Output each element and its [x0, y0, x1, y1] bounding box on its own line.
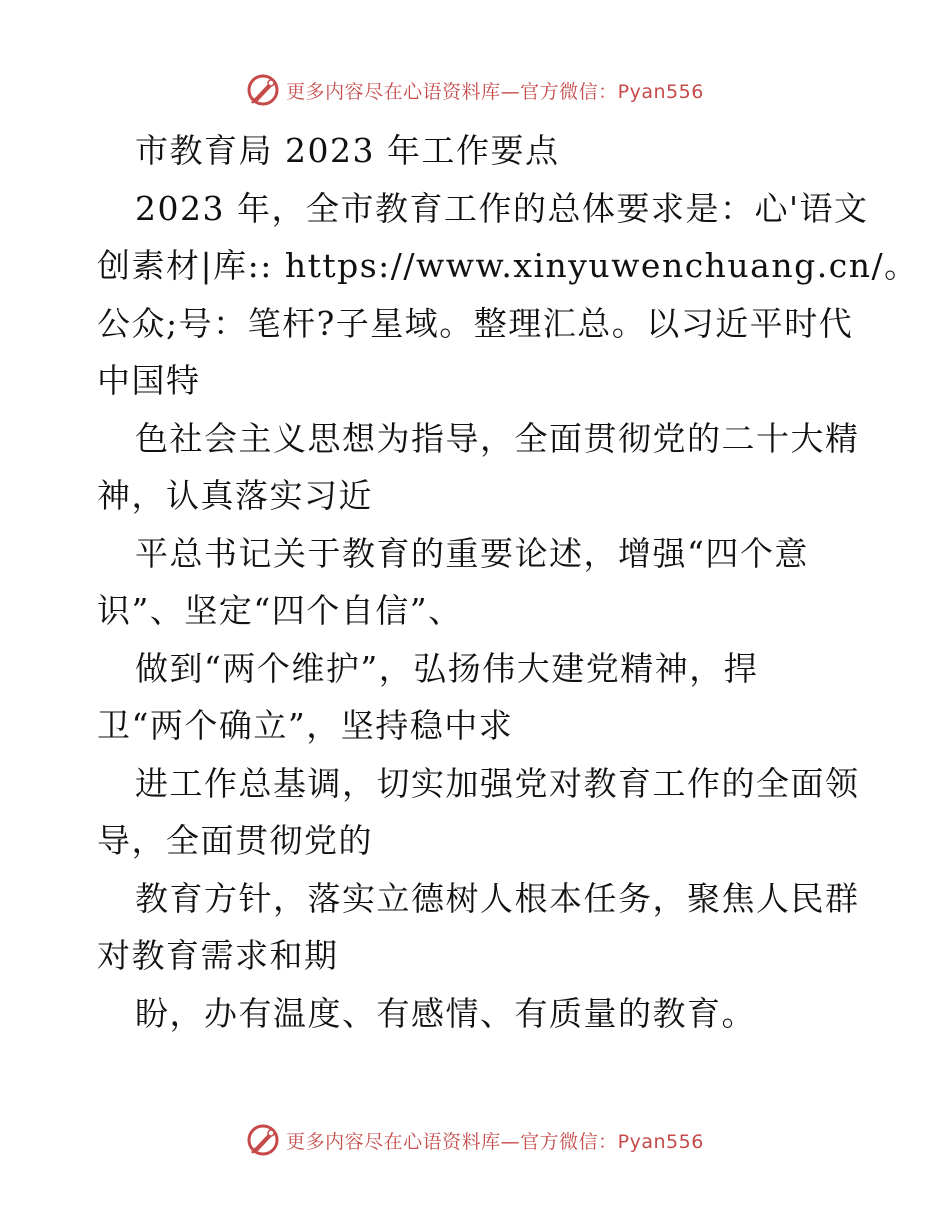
quill-pen-logo-icon	[246, 73, 280, 107]
paragraph-line: 导，全面贯彻党的	[97, 821, 373, 860]
paragraph-line: 神，认真落实习近	[97, 476, 373, 515]
paragraph-line: 对教育需求和期	[97, 936, 339, 975]
paragraph-line: 2023 年，全市教育工作的总体要求是：心'语文	[135, 188, 869, 228]
header-watermark	[0, 70, 950, 110]
watermark-text: 更多内容尽在心语资料库—官方微信：Pyan556	[286, 1130, 704, 1153]
paragraph-line: 平总书记关于教育的重要论述，增强“四个意	[135, 533, 809, 573]
document-body	[97, 122, 919, 1042]
quill-pen-logo-icon	[246, 1123, 280, 1157]
paragraph-line: 卫“两个确立”，坚持稳中求	[97, 706, 514, 745]
paragraph-line: 教育方针，落实立德树人根本任务，聚焦人民群	[135, 878, 860, 918]
document-title: 市教育局 2023 年工作要点	[135, 131, 560, 170]
paragraph-line: 识”、坚定“四个自信”、	[97, 591, 463, 630]
paragraph-line: 盼，办有温度、有感情、有质量的教育。	[135, 993, 756, 1033]
paragraph-line: 做到“两个维护”，弘扬伟大建党精神，捍	[135, 648, 759, 688]
paragraph-line: 公众;号：笔杆?子星域。整理汇总。以习近平时代	[97, 303, 854, 343]
paragraph-line: 进工作总基调，切实加强党对教育工作的全面领	[135, 763, 860, 803]
paragraph-line: 色社会主义思想为指导，全面贯彻党的二十大精	[135, 418, 860, 458]
footer-watermark	[0, 1120, 950, 1160]
paragraph-line: 中国特	[97, 361, 201, 400]
paragraph-line: 创素材|库:: https://www.xinyuwenchuang.cn/。	[97, 246, 919, 285]
watermark-text: 更多内容尽在心语资料库—官方微信：Pyan556	[286, 80, 704, 103]
